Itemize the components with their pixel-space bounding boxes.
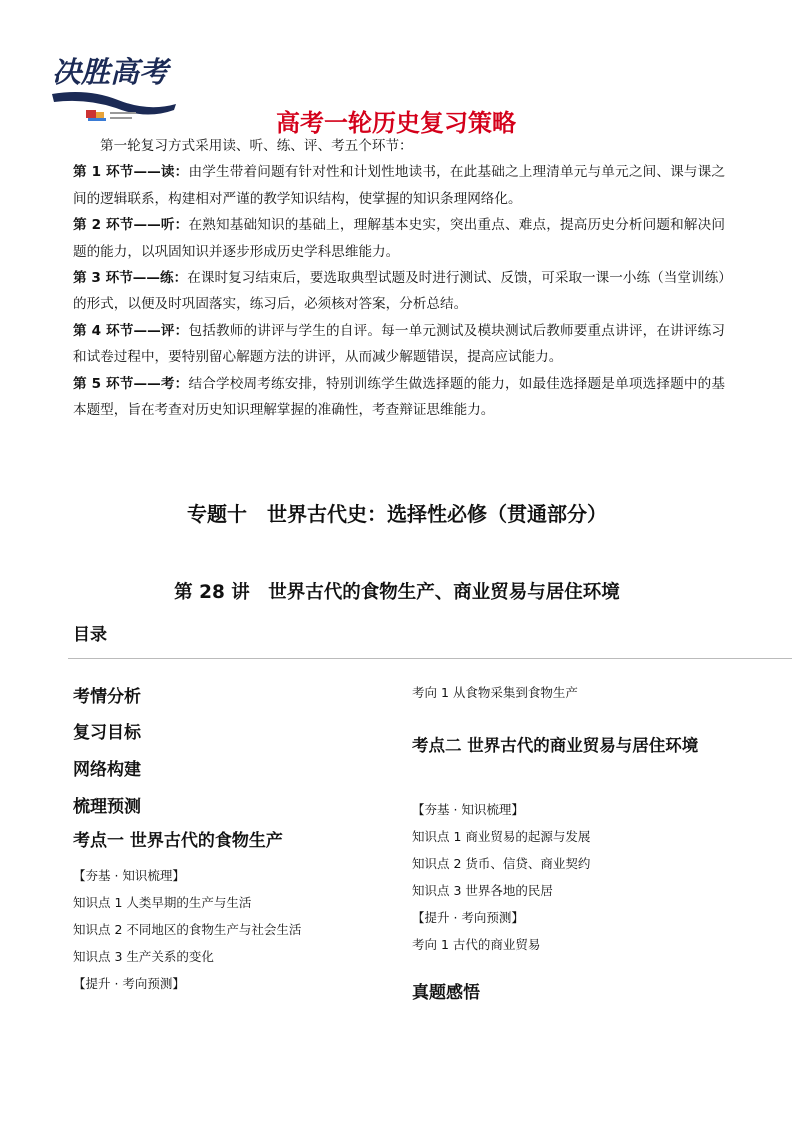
intro-paragraph: 第一轮复习方式采用读、听、练、评、考五个环节：: [100, 138, 413, 154]
step-2: [73, 212, 725, 265]
toc-link-goals[interactable]: 复习目标: [73, 723, 141, 743]
toc-link-point2[interactable]: [412, 728, 732, 764]
logo: [48, 48, 180, 128]
topic-title: 专题十 世界古代史：选择性必修（贯通部分）: [187, 502, 607, 526]
toc-link-point1-k1[interactable]: 知识点 1 人类早期的生产与生活: [73, 895, 252, 910]
toc-link-point1-k3[interactable]: 知识点 3 生产关系的变化: [73, 949, 214, 964]
step-3-label: 第 3 环节——练：: [73, 270, 188, 287]
toc-link-preview[interactable]: 梳理预测: [73, 797, 141, 817]
step-2-label: 第 2 环节——听：: [73, 217, 189, 234]
step-2-text: 在熟知基础知识的基础上，理解基本史实，突出重点、难点，提高历史分析问题和解决问题的能力，以巩固知识并逐步形成历史学科思维能力。: [73, 217, 725, 260]
toc-link-point1-base[interactable]: 【夯基 · 知识梳理】: [73, 868, 185, 883]
step-1: [73, 159, 725, 212]
lecture-title: 第 28 讲 世界古代的食物生产、商业贸易与居住环境: [174, 582, 620, 603]
step-4: [73, 318, 725, 371]
toc-title: 目录: [73, 625, 107, 645]
strategy-text: [73, 133, 725, 423]
step-5: [73, 371, 725, 424]
main-title: 高考一轮历史复习策略: [276, 109, 516, 137]
toc-link-point1-k2[interactable]: 知识点 2 不同地区的食物生产与社会生活: [73, 922, 302, 937]
toc-link-point2-k2[interactable]: 知识点 2 货币、信贷、商业契约: [412, 856, 591, 871]
toc-link-analysis[interactable]: 考情分析: [73, 687, 141, 707]
step-3: [73, 265, 725, 318]
step-5-text: 结合学校周考练安排，特别训练学生做选择题的能力，如最佳选择题是单项选择题中的基本题型，旨在考查对历史知识理解掌握的准确性，考查辩证思维能力。: [73, 375, 725, 419]
toc-link-point2-k3[interactable]: 知识点 3 世界各地的民居: [412, 883, 553, 898]
step-3-text: 在课时复习结束后，要选取典型试题及时进行测试、反馈，可采取一课一小练（当堂训练）的形式，以便及时巩固落实，练习后，必须核对答案，分析总结。: [73, 270, 725, 313]
toc-link-point2-k1[interactable]: 知识点 1 商业贸易的起源与发展: [412, 829, 591, 844]
step-1-text: 由学生带着问题有针对性和计划性地读书，在此基础之上理清单元与单元之间、课与课之间的逻辑联系，构建相对严谨的教学知识结构，使掌握的知识条理网络化。: [73, 164, 725, 207]
step-5-label: 第 5 环节——考：: [73, 375, 189, 392]
toc-link-real[interactable]: 真题感悟: [412, 983, 480, 1003]
toc-link-point2-base[interactable]: 【夯基 · 知识梳理】: [412, 802, 524, 817]
toc-link-point1-d1[interactable]: 考向 1 从食物采集到食物生产: [412, 685, 578, 700]
toc-link-network[interactable]: 网络构建: [73, 760, 141, 780]
toc-link-point2-text: 考点二 世界古代的商业贸易与居住环境: [412, 736, 699, 755]
toc-link-point2-lift[interactable]: 【提升 · 考向预测】: [412, 910, 524, 925]
toc-link-point1[interactable]: 考点一 世界古代的食物生产: [73, 831, 283, 851]
logo-graphic: [48, 48, 180, 128]
logo-brand-text: 决胜高考: [52, 55, 169, 89]
step-4-text: 包括教师的讲评与学生的自评。每一单元测试及模块测试后教师要重点讲评，在讲评练习和试卷过程中，要特别留心解题方法的讲评，从而减少解题错误，提高应试能力。: [73, 322, 725, 366]
toc-divider: [68, 658, 792, 659]
step-4-label: 第 4 环节——评：: [73, 322, 189, 339]
step-1-label: 第 1 环节——读：: [73, 164, 189, 181]
toc-link-point1-lift[interactable]: 【提升 · 考向预测】: [73, 976, 185, 991]
toc-link-point2-d1[interactable]: 考向 1 古代的商业贸易: [412, 937, 541, 952]
